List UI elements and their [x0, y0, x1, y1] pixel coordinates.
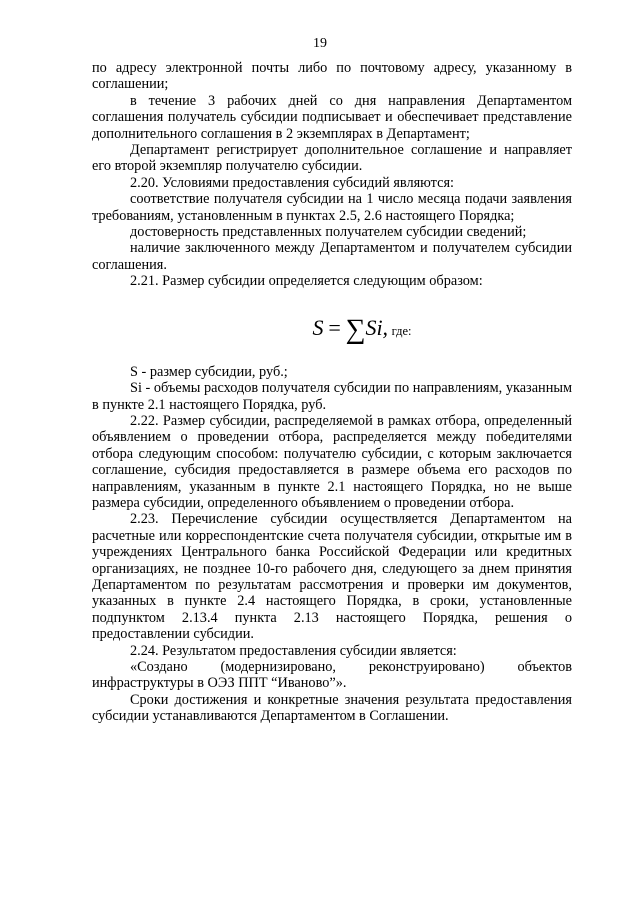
paragraph: «Создано (модернизировано, реконструировано) объектов инфраструктуры в ОЭЗ ППТ “Иваново”». [92, 659, 572, 692]
paragraph: 2.21. Размер субсидии определяется следующим образом: [130, 273, 483, 290]
formula-term: Si, [365, 314, 389, 340]
formula-equals: = [327, 314, 342, 340]
paragraph: 2.24. Результатом предоставления субсидии является: [130, 642, 457, 659]
paragraph: S - размер субсидии, руб.; [130, 363, 288, 380]
paragraphs-top [92, 60, 572, 290]
paragraph: достоверность представленных получателем субсидии сведений; [130, 224, 527, 241]
paragraphs-bottom [92, 364, 572, 725]
formula-suffix: где: [391, 323, 412, 338]
paragraph: Департамент регистрирует дополнительное соглашение и направляет его второй экземпляр получателю субсидии. [92, 142, 572, 175]
document-body [92, 60, 572, 725]
paragraph: Сроки достижения и конкретные значения результата предоставления субсидии устанавливаются Департаментом в Соглашении. [92, 691, 572, 725]
paragraph: по адресу электронной почты либо по почтовому адресу, указанному в соглашении; [92, 60, 572, 93]
paragraph: наличие заключенного между Департаментом и получателем субсидии соглашения. [92, 240, 572, 273]
formula-lhs: S [312, 314, 324, 340]
paragraph: 2.22. Размер субсидии, распределяемой в рамках отбора, определенный объявлением о проведении отбора, распределяется между победителями отбора следующим способом: получателю субсидии, с которым заключается соглашение, субсидия предоставляется в размере объема его расходов по направлениям, указанным в пункте 2.1 настоящего Порядка, но не выше размера субсидии, определенного объявлением о проведении отбора. [92, 412, 572, 511]
page-number: 19 [313, 36, 327, 51]
subsidy-formula [92, 308, 572, 348]
paragraph: соответствие получателя субсидии на 1 число месяца подачи заявления требованиям, установленным в пунктах 2.5, 2.6 настоящего Порядка; [92, 191, 572, 224]
paragraph: 2.23. Перечисление субсидии осуществляется Департаментом на расчетные или корреспондентские счета получателя субсидии, открытые им в учреждениях Центрального банка Российской Федерации или кредитных организациях, не позднее 10-го рабочего дня, следующего за днем принятия Департаментом по результатам рассмотрения и проверки им документов, указанных в пункте 2.4 настоящего Порядка, в сроки, установленные подпунктом 2.13.4 пункта 2.13 настоящего Порядка, решения о предоставлении субсидии. [92, 511, 572, 643]
paragraph: 2.20. Условиями предоставления субсидий являются: [130, 174, 454, 191]
paragraph: в течение 3 рабочих дней со дня направления Департаментом соглашения получатель субсидии подписывает и обеспечивает представление дополнительного соглашения в 2 экземплярах в Департамент; [92, 92, 572, 142]
paragraph: Si - объемы расходов получателя субсидии по направлениям, указанным в пункте 2.1 настоящего Порядка, руб. [92, 380, 572, 413]
formula-sigma: ∑ [345, 313, 366, 345]
